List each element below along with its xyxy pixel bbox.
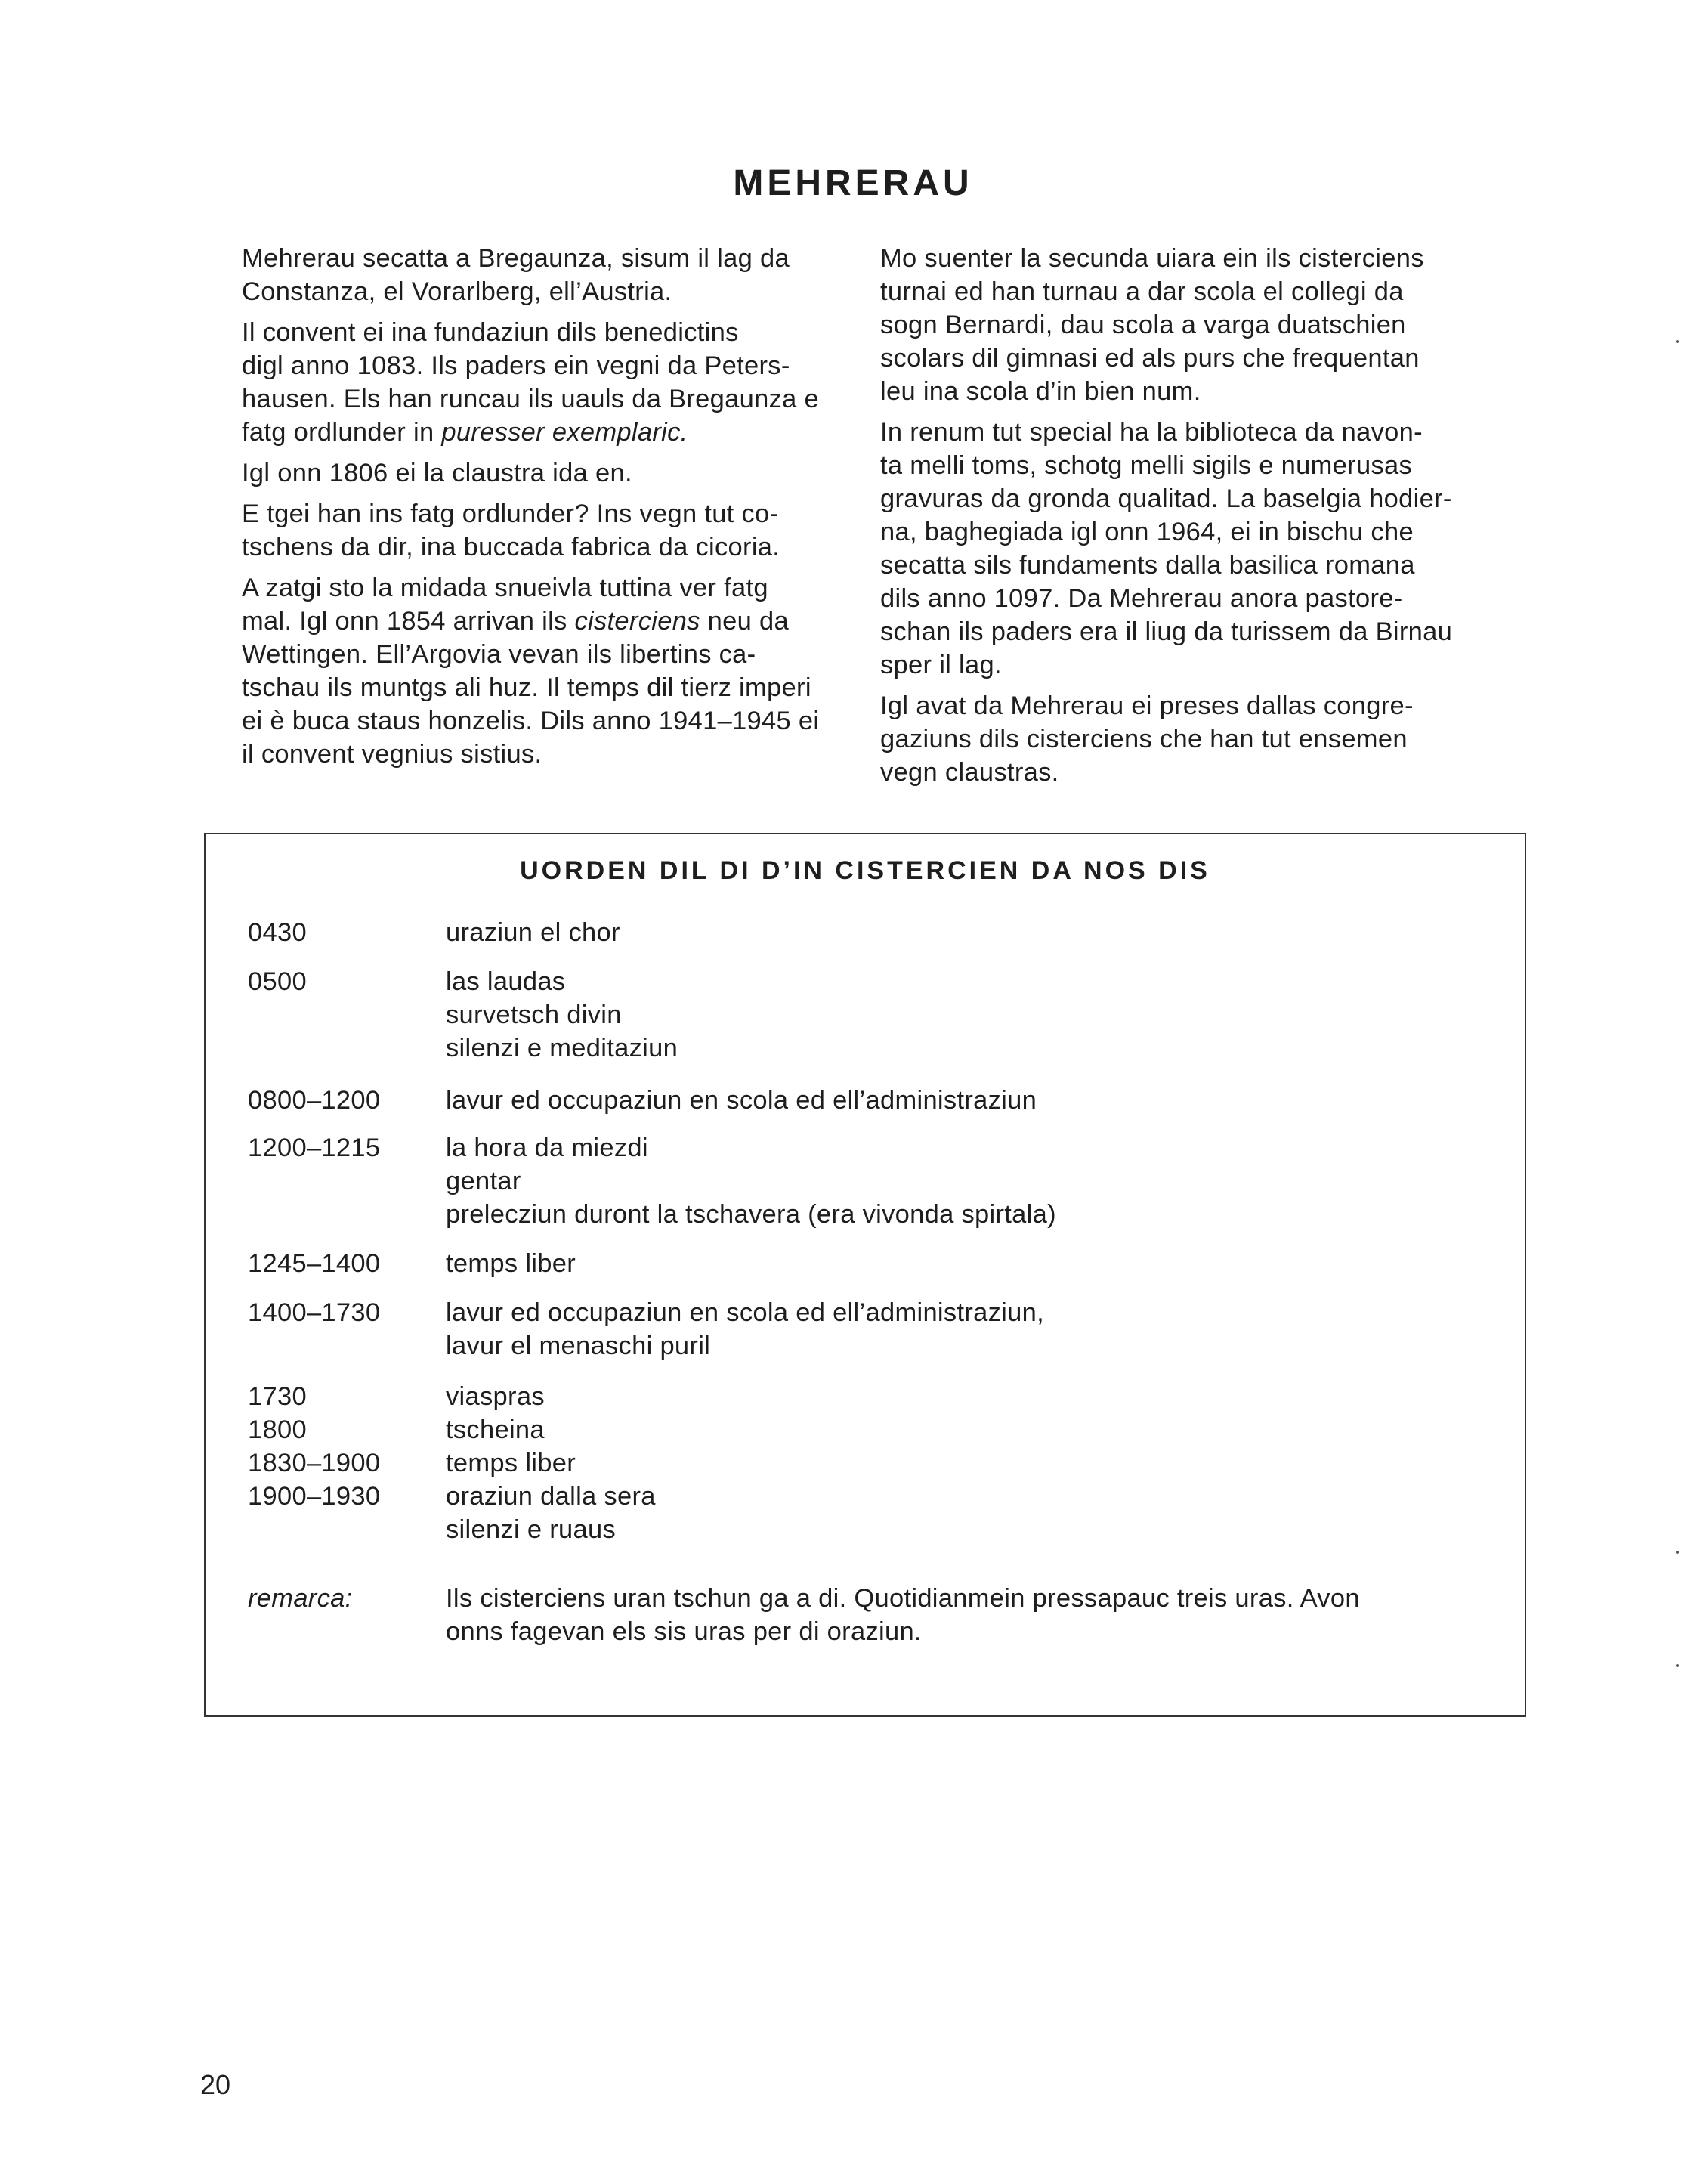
- left-text-column: [242, 242, 854, 778]
- text-line: sogn Bernardi, dau scola a varga duatschien: [880, 311, 1406, 339]
- text-line: Mehrerau secatta a Bregaunza, sisum il lag da: [242, 244, 790, 273]
- text-line: scolars dil gimnasi ed als purs che frequentan: [880, 344, 1420, 373]
- activity-cell: [446, 1296, 1504, 1363]
- activity-label: gentar: [446, 1167, 521, 1196]
- activity-label: viaspras: [446, 1382, 545, 1411]
- paragraph: [880, 242, 1526, 408]
- text-line: leu ina scola d’in bien num.: [880, 377, 1201, 406]
- activity-cell: [446, 1247, 1504, 1280]
- time-label: 1800: [248, 1415, 307, 1444]
- text-segment: neu da: [700, 607, 789, 636]
- page-title: MEHRERAU: [733, 163, 973, 203]
- scan-speck: [1676, 340, 1679, 343]
- text-line: sper il lag.: [880, 651, 1002, 679]
- text-line: schan ils paders era il liug da turissem da Birnau: [880, 617, 1453, 646]
- time-cell: [248, 916, 444, 949]
- time-cell: [248, 1084, 444, 1117]
- remark-label: remarca:: [248, 1584, 353, 1613]
- text-line: gaziuns dils cisterciens che han tut ensemen: [880, 725, 1408, 753]
- text-segment: fatg ordlunder in: [242, 418, 442, 447]
- text-line: hausen. Els han runcau ils uauls da Bregaunza e: [242, 385, 820, 413]
- text-line: Igl avat da Mehrerau ei preses dallas congre-: [880, 691, 1414, 720]
- time-label: 0800–1200: [248, 1086, 381, 1115]
- paragraph: [880, 689, 1526, 789]
- activity-cell: [446, 1084, 1504, 1117]
- activity-label: temps liber: [446, 1249, 576, 1278]
- remark-text-cell: [446, 1582, 1504, 1648]
- text-line: il convent vegnius sistius.: [242, 740, 542, 769]
- right-text-column: [880, 242, 1526, 797]
- text-line: Igl onn 1806 ei la claustra ida en.: [242, 459, 632, 487]
- time-cell: [248, 965, 444, 998]
- italic-text: puresser exemplaric.: [441, 418, 688, 447]
- remark-text: Ils cisterciens uran tschun ga a di. Quotidianmein pressapauc treis uras. Avon: [446, 1584, 1360, 1613]
- text-line: tschens da dir, ina buccada fabrica da cicoria.: [242, 533, 780, 561]
- activity-cell: [446, 965, 1504, 1065]
- text-line: na, baghegiada igl onn 1964, ei in bischu che: [880, 518, 1414, 546]
- activity-label: temps liber: [446, 1449, 576, 1477]
- activity-label: survetsch divin: [446, 1001, 622, 1029]
- scan-speck: [1676, 1664, 1679, 1667]
- remark-label-cell: [248, 1582, 444, 1615]
- text-line: E tgei han ins fatg ordlunder? Ins vegn tut co-: [242, 500, 779, 528]
- time-label: 1400–1730: [248, 1298, 381, 1327]
- text-line: digl anno 1083. Ils paders ein vegni da Peters-: [242, 351, 790, 380]
- text-line: A zatgi sto la midada snueivla tuttina ver fatg: [242, 574, 768, 602]
- text-line: [242, 416, 854, 449]
- text-line: tschau ils muntgs ali huz. Il temps dil tierz imperi: [242, 673, 811, 702]
- text-line: dils anno 1097. Da Mehrerau anora pastore-: [880, 584, 1403, 613]
- page-number: 20: [200, 2069, 231, 2100]
- activity-label: prelecziun duront la tschavera (era vivonda spirtala): [446, 1200, 1056, 1229]
- remark-text: onns fagevan els sis uras per di oraziun.: [446, 1617, 922, 1646]
- activity-label: oraziun dalla sera: [446, 1482, 656, 1511]
- text-segment: mal. Igl onn 1854 arrivan ils: [242, 607, 575, 636]
- scan-speck: [1676, 1551, 1679, 1554]
- paragraph: [242, 316, 854, 449]
- activity-label: lavur el menaschi puril: [446, 1332, 711, 1360]
- text-line: Mo suenter la secunda uiara ein ils cisterciens: [880, 244, 1424, 273]
- text-line: Wettingen. Ell’Argovia vevan ils libertins ca-: [242, 640, 756, 669]
- text-line: [242, 605, 854, 638]
- schedule-title: UORDEN DIL DI D’IN CISTERCIEN DA NOS DIS: [520, 856, 1210, 885]
- text-line: Il convent ei ina fundaziun dils benedictins: [242, 318, 739, 347]
- activity-label: la hora da miezdi: [446, 1134, 648, 1162]
- time-cell: [248, 1247, 444, 1280]
- time-label: 1830–1900: [248, 1449, 381, 1477]
- time-label: 1245–1400: [248, 1249, 381, 1278]
- activity-cell: [446, 916, 1504, 949]
- italic-text: cisterciens: [574, 607, 700, 636]
- paragraph: [880, 416, 1526, 682]
- time-label: 1200–1215: [248, 1134, 381, 1162]
- paragraph: [242, 497, 854, 564]
- activity-label: silenzi e ruaus: [446, 1515, 617, 1544]
- text-line: Constanza, el Vorarlberg, ell’Austria.: [242, 277, 672, 306]
- text-line: secatta sils fundaments dalla basilica romana: [880, 551, 1415, 580]
- paragraph: [242, 571, 854, 771]
- time-label: 0500: [248, 967, 307, 996]
- activity-label: lavur ed occupaziun en scola ed ell’administraziun,: [446, 1298, 1044, 1327]
- text-line: turnai ed han turnau a dar scola el collegi da: [880, 277, 1404, 306]
- time-cell: [248, 1380, 444, 1513]
- activity-label: tscheina: [446, 1415, 545, 1444]
- activity-cell: [446, 1380, 1504, 1546]
- activity-label: silenzi e meditaziun: [446, 1034, 678, 1063]
- time-label: 1730: [248, 1382, 307, 1411]
- text-line: vegn claustras.: [880, 758, 1059, 787]
- time-cell: [248, 1296, 444, 1329]
- activity-cell: [446, 1131, 1504, 1231]
- time-cell: [248, 1131, 444, 1165]
- text-line: ei è buca staus honzelis. Dils anno 1941–1945 ei: [242, 707, 820, 735]
- activity-label: lavur ed occupaziun en scola ed ell’administraziun: [446, 1086, 1037, 1115]
- time-label: 1900–1930: [248, 1482, 381, 1511]
- paragraph: [242, 242, 854, 308]
- activity-label: las laudas: [446, 967, 566, 996]
- text-line: ta melli toms, schotg melli sigils e numerusas: [880, 451, 1413, 480]
- text-line: gravuras da gronda qualitad. La baselgia hodier-: [880, 484, 1452, 513]
- activity-label: uraziun el chor: [446, 918, 620, 947]
- time-label: 0430: [248, 918, 307, 947]
- paragraph: [242, 456, 854, 490]
- text-line: In renum tut special ha la biblioteca da navon-: [880, 418, 1423, 447]
